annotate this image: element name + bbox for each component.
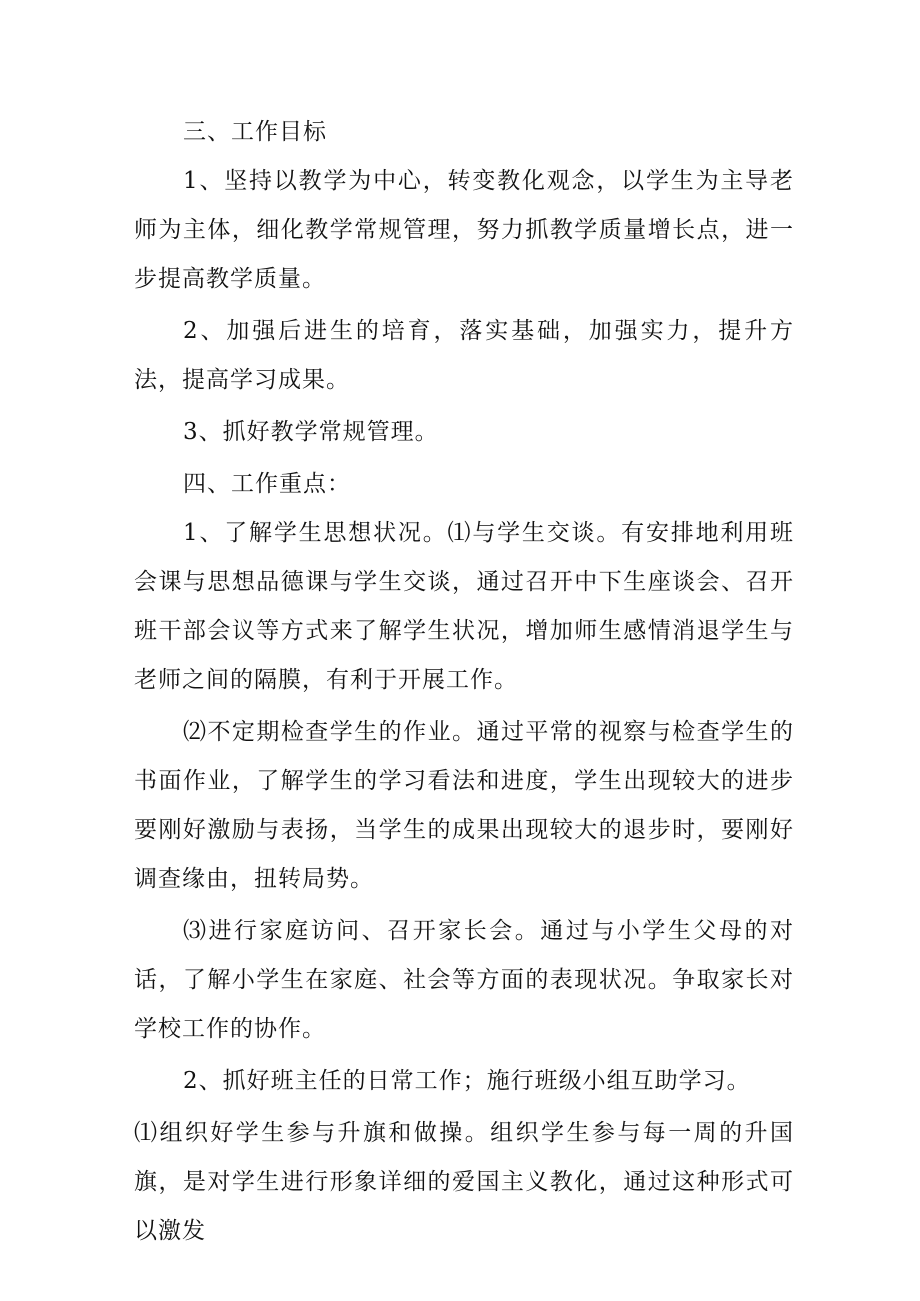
focus-item-2: 2、抓好班主任的日常工作；施行班级小组互助学习。	[183, 1068, 751, 1094]
goal-item-2: 2、加强后进生的培育，落实基础，加强实力，提升方法，提高学习成果。	[134, 318, 794, 393]
document-body	[134, 108, 794, 1259]
focus-item-1-sub-2: ⑵不定期检查学生的作业。通过平常的视察与检查学生的书面作业，了解学生的学习看法和进度，学生出现较大的进步要刚好激励与表扬，当学生的成果出现较大的退步时，要刚好调查缘由，扭转局势。	[134, 719, 794, 892]
focus-item-1: 1、了解学生思想状况。⑴与学生交谈。有安排地利用班会课与思想品德课与学生交谈，通过召开中下生座谈会、召开班干部会议等方式来了解学生状况，增加师生感情消退学生与老师之间的隔膜，有利于开展工作。	[134, 520, 794, 693]
focus-item-1-sub-3: ⑶进行家庭访问、召开家长会。通过与小学生父母的对话，了解小学生在家庭、社会等方面的表现状况。争取家长对学校工作的协作。	[134, 918, 794, 1042]
goal-item-1: 1、坚持以教学为中心，转变教化观念，以学生为主导老师为主体，细化教学常规管理，努力抓教学质量增长点，进一步提高教学质量。	[134, 168, 794, 292]
focus-item-2-sub-1: ⑴组织好学生参与升旗和做操。组织学生参与每一周的升国旗，是对学生进行形象详细的爱国主义教化，通过这种形式可以激发	[134, 1120, 794, 1244]
goal-item-3: 3、抓好教学常规管理。	[183, 419, 439, 445]
section-heading-goals: 三、工作目标	[183, 119, 327, 145]
section-heading-focus: 四、工作重点：	[183, 471, 351, 497]
